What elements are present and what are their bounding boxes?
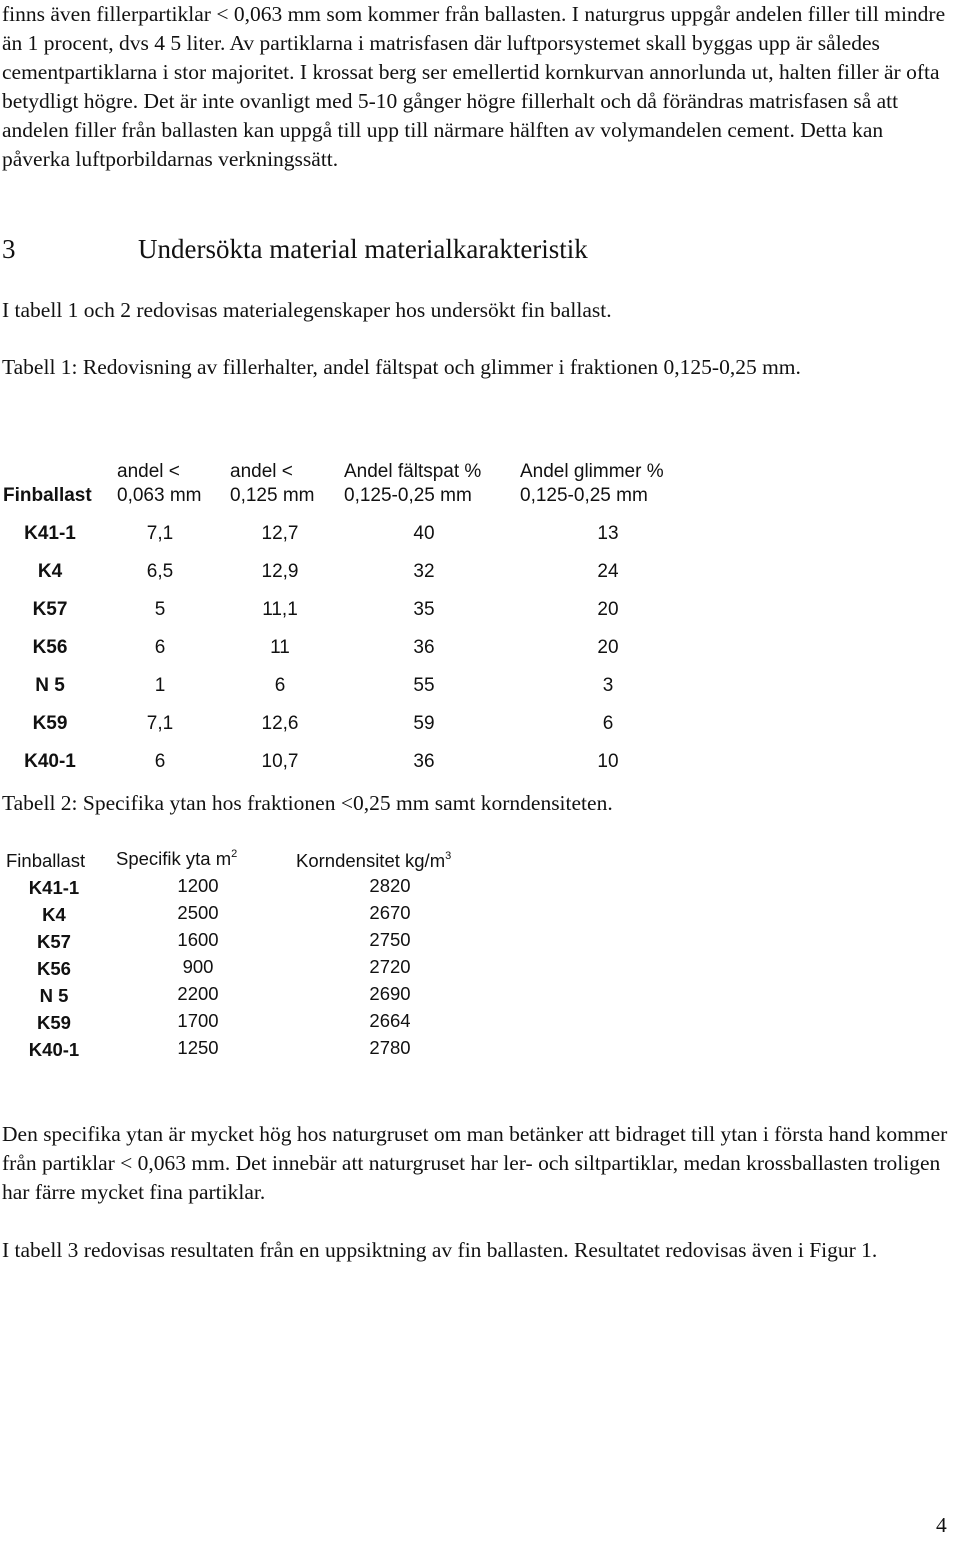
table1-cell-name: K56 xyxy=(32,637,68,658)
table1-cell: 36 xyxy=(413,751,435,772)
superscript-3: 3 xyxy=(445,850,452,862)
table1-cell: 11 xyxy=(270,637,290,658)
table1-cell: 7,1 xyxy=(146,713,174,734)
table2-caption: Tabell 2: Specifika ytan hos fraktionen <0,25 mm samt korndensiteten. xyxy=(2,791,613,815)
table1-cell: 36 xyxy=(413,637,435,658)
table2-cell: 1250 xyxy=(177,1037,219,1058)
paragraph-after-tables: Den specifika ytan är mycket hög hos naturgruset om man betänker att bidraget till ytan i första hand kommer från partiklar < 0,063 mm. Det innebär att naturgruset har ler- och siltpartiklar, medan krossballasten troligen har färre mycket fina partiklar. xyxy=(2,1122,948,1204)
table2-cell: 2780 xyxy=(369,1037,411,1058)
superscript-2: 2 xyxy=(231,848,238,860)
table1-cell: 10 xyxy=(597,751,619,772)
table1-header-col2-line2: 0,125 mm xyxy=(230,485,315,506)
table2-cell: 2500 xyxy=(177,902,219,923)
table2-cell: 1700 xyxy=(177,1010,219,1031)
table1-header-col1-line1: andel < xyxy=(117,461,180,482)
table1-cell: 6 xyxy=(602,713,614,734)
table1-header-col4-line2: 0,125-0,25 mm xyxy=(520,485,648,506)
table1-cell: 35 xyxy=(413,599,435,620)
table1-cell: 6,5 xyxy=(146,561,174,582)
table1-cell-name: K41-1 xyxy=(24,523,76,544)
table1-cell-name: K40-1 xyxy=(24,751,76,772)
table1-caption: Tabell 1: Redovisning av fillerhalter, andel fältspat och glimmer i fraktionen 0,125-0,25 mm. xyxy=(2,355,801,379)
table1-cell: 6 xyxy=(154,637,166,658)
table1-cell-name: K59 xyxy=(32,713,68,734)
table2-cell: 2664 xyxy=(369,1010,411,1031)
table2-cell-name: K41-1 xyxy=(28,877,80,898)
page-number: 4 xyxy=(936,1513,947,1537)
table1-cell: 32 xyxy=(413,561,435,582)
table1-header-col2-line1: andel < xyxy=(230,461,293,482)
table1-cell: 7,1 xyxy=(146,523,174,544)
table2-cell: 2720 xyxy=(369,956,411,977)
section-title: Undersökta material materialkarakteristik xyxy=(138,234,588,264)
table2-cell-name: K59 xyxy=(37,1012,71,1033)
table1-header-col1-line2: 0,063 mm xyxy=(117,485,202,506)
section-number: 3 xyxy=(2,234,16,264)
table1-header-col3-line2: 0,125-0,25 mm xyxy=(344,485,472,506)
table1-cell: 20 xyxy=(597,637,619,658)
table1-cell: 24 xyxy=(597,561,619,582)
table1-cell: 12,7 xyxy=(261,523,299,544)
intro-paragraph: finns även fillerpartiklar < 0,063 mm som kommer från ballasten. I naturgrus uppgår andelen filler till mindre än 1 procent, dvs 4 5 liter. Av partiklarna i matrisfasen där luftporsystemet skall byggas upp är således cementpartiklarna i stor majoritet. I krossat berg ser emellertid kornkurvan annorlunda ut, halten filler är ofta betydligt högre. Det är inte ovanligt med 5-10 gånger högre fillerhalt och då förändras matrisfasen så att andelen filler från ballasten kan uppgå till upp till närmare hälften av volymandelen cement. Detta kan påverka luftporbildarnas verkningssätt. xyxy=(2,2,946,171)
table1-cell: 59 xyxy=(413,713,435,734)
section-intro: I tabell 1 och 2 redovisas materialegenskaper hos undersökt fin ballast. xyxy=(2,298,612,322)
table2-cell: 2670 xyxy=(369,902,411,923)
table1-cell: 6 xyxy=(154,751,166,772)
table2-cell: 1600 xyxy=(177,929,219,950)
table1-cell: 6 xyxy=(274,675,286,696)
table1-cell-name: N 5 xyxy=(35,675,65,696)
table1-cell-name: K4 xyxy=(37,561,63,582)
table2-cell: 2200 xyxy=(177,983,219,1004)
table2-cell-name: K40-1 xyxy=(28,1039,80,1060)
table1-cell: 1 xyxy=(154,675,166,696)
table2-cell: 2750 xyxy=(369,929,411,950)
table1-cell-name: K57 xyxy=(32,599,68,620)
table1-cell: 20 xyxy=(597,599,619,620)
table2-cell-name: K4 xyxy=(42,904,66,925)
table2-header-korndensitet: Korndensitet $kg/m^3$ xyxy=(296,850,452,871)
table1-cell: 40 xyxy=(413,523,435,544)
table2-cell-name: K56 xyxy=(37,958,71,979)
table1-cell: 5 xyxy=(154,599,166,620)
table1-cell: 10,7 xyxy=(261,751,299,772)
table1-cell: 3 xyxy=(602,675,614,696)
table1-cell: 11,1 xyxy=(262,599,298,620)
table2-cell-name: N 5 xyxy=(39,985,69,1006)
table2-header-specifik-yta: Specifik yta $m^2$ xyxy=(116,848,238,869)
table2-cell: 2820 xyxy=(369,875,411,896)
table1-header-col3-line1: Andel fältspat % xyxy=(344,461,482,482)
table2-header-finballast: Finballast xyxy=(6,850,86,871)
table2-cell: 1200 xyxy=(177,875,219,896)
section-heading xyxy=(2,232,588,266)
table1-cell: 12,9 xyxy=(261,561,299,582)
table1-cell: 55 xyxy=(413,675,435,696)
paragraph-final: I tabell 3 redovisas resultaten från en uppsiktning av fin ballasten. Resultatet redovisas även i Figur 1. xyxy=(2,1238,878,1262)
table2-cell-name: K57 xyxy=(37,931,71,952)
table1-header-finballast: Finballast xyxy=(3,485,92,506)
table2-cell: 2690 xyxy=(369,983,411,1004)
table1-cell: 12,6 xyxy=(261,713,299,734)
table1-header-col4-line1: Andel glimmer % xyxy=(520,461,664,482)
table2-cell: 900 xyxy=(182,956,214,977)
table1-cell: 13 xyxy=(597,523,619,544)
